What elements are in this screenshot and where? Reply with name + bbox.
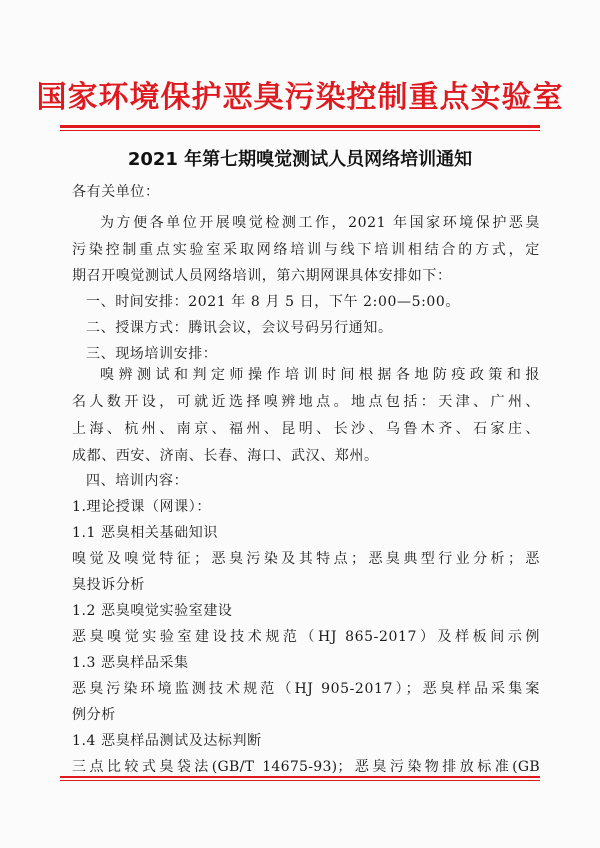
section-time: 一、时间安排：2021 年 8 月 5 日，下午 2:00—5:00。 [86, 294, 461, 310]
header-divider-thick [60, 125, 540, 128]
onsite-line-3: 上海、杭州、南京、福州、昆明、长沙、乌鲁木齐、石家庄、 [72, 421, 540, 437]
item-1-3-text-2: 例分析 [72, 707, 116, 723]
item-1-2-text: 恶臭嗅觉实验室建设技术规范（HJ 865-2017）及样板间示例 [72, 629, 540, 645]
item-1-4-heading: 1.4 恶臭样品测试及达标判断 [72, 733, 262, 749]
item-1-1-text-2: 臭投诉分析 [72, 577, 145, 593]
item-1-3-heading: 1.3 恶臭样品采集 [72, 655, 189, 671]
onsite-line-1: 嗅辨测试和判定师操作培训时间根据各地防疫政策和报 [100, 367, 540, 383]
org-title: 国家环境保护恶臭污染控制重点实验室 [36, 80, 564, 115]
section-content: 四、培训内容： [86, 473, 189, 489]
item-1-1-text-1: 嗅觉及嗅觉特征；恶臭污染及其特点；恶臭典型行业分析；恶 [72, 551, 540, 567]
onsite-line-2: 名人数开设，可就近选择嗅辨地点。地点包括：天津、广州、 [72, 394, 540, 410]
item-1-4-text: 三点比较式臭袋法(GB/T 14675-93)；恶臭污染物排放标准(GB [72, 759, 540, 775]
intro-line-1: 为方便各单位开展嗅觉检测工作，2021 年国家环境保护恶臭 [100, 215, 540, 231]
item-1-3-text-1: 恶臭污染环境监测技术规范（HJ 905-2017）；恶臭样品采集案 [72, 681, 540, 697]
item-1-1-heading: 1.1 恶臭相关基础知识 [72, 525, 218, 541]
item-1-heading: 1.理论授课（网课）： [72, 499, 211, 515]
footer-divider-thick [60, 776, 540, 778]
notice-title: 2021 年第七期嗅觉测试人员网络培训通知 [127, 149, 473, 170]
item-1-2-heading: 1.2 恶臭嗅觉实验室建设 [72, 603, 233, 619]
intro-line-3: 期召开嗅觉测试人员网络培训，第六期网课具体安排如下： [72, 268, 452, 284]
salutation: 各有关单位： [72, 184, 160, 200]
onsite-line-4: 成都、西安、济南、长春、海口、武汉、郑州。 [72, 448, 379, 464]
header-divider-thin [60, 130, 540, 131]
footer-divider-thin [60, 780, 540, 781]
section-onsite: 三、现场培训安排： [86, 346, 218, 362]
section-method: 二、授课方式：腾讯会议，会议号码另行通知。 [86, 320, 393, 336]
intro-line-2: 污染控制重点实验室采取网络培训与线下培训相结合的方式，定 [72, 242, 540, 258]
